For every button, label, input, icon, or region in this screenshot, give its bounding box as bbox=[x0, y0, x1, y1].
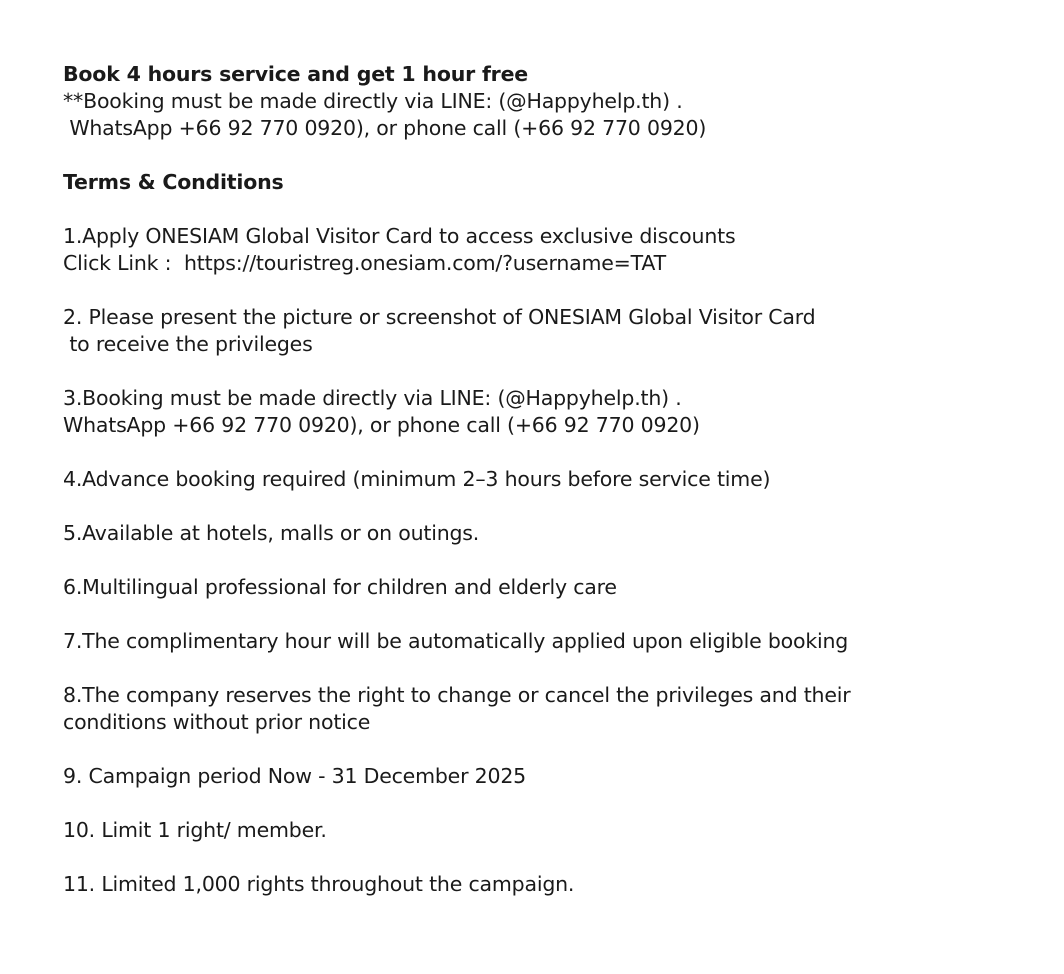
term-item-text: 9. Campaign period Now - 31 December 2025 bbox=[63, 764, 526, 788]
term-item-11 bbox=[63, 871, 1053, 898]
link-prefix: Click Link : bbox=[63, 251, 185, 275]
term-item-2 bbox=[63, 304, 1053, 358]
term-item-4 bbox=[63, 466, 1053, 493]
term-item-text: 1.Apply ONESIAM Global Visitor Card to access exclusive discounts bbox=[63, 224, 736, 248]
term-item-6 bbox=[63, 574, 1053, 601]
term-item-9 bbox=[63, 763, 1053, 790]
terms-heading-block bbox=[63, 169, 1053, 196]
term-item-text: 11. Limited 1,000 rights throughout the campaign. bbox=[63, 872, 575, 896]
term-item-text: 8.The company reserves the right to change or cancel the privileges and their bbox=[63, 683, 851, 707]
term-item-text: 6.Multilingual professional for children and elderly care bbox=[63, 575, 617, 599]
term-item-text: 3.Booking must be made directly via LINE: (@Happyhelp.th) . bbox=[63, 386, 682, 410]
term-item-10 bbox=[63, 817, 1053, 844]
term-item-7 bbox=[63, 628, 1053, 655]
term-item-text: conditions without prior notice bbox=[63, 710, 371, 734]
registration-link[interactable]: https://touristreg.onesiam.com/?username=TAT bbox=[184, 251, 666, 275]
offer-booking-note-contacts: WhatsApp +66 92 770 0920), or phone call (+66 92 770 0920) bbox=[63, 116, 707, 140]
term-item-text: 2. Please present the picture or screenshot of ONESIAM Global Visitor Card bbox=[63, 305, 816, 329]
offer-section bbox=[63, 61, 1053, 142]
offer-booking-note: **Booking must be made directly via LINE: (@Happyhelp.th) . bbox=[63, 89, 683, 113]
term-item-text: 7.The complimentary hour will be automatically applied upon eligible booking bbox=[63, 629, 849, 653]
terms-heading: Terms & Conditions bbox=[63, 170, 284, 194]
term-item-text: WhatsApp +66 92 770 0920), or phone call (+66 92 770 0920) bbox=[63, 413, 700, 437]
terms-document bbox=[63, 61, 1053, 898]
term-item-5 bbox=[63, 520, 1053, 547]
term-item-text: 10. Limit 1 right/ member. bbox=[63, 818, 327, 842]
term-item-8 bbox=[63, 682, 1053, 736]
term-item-text: 4.Advance booking required (minimum 2–3 hours before service time) bbox=[63, 467, 771, 491]
term-item-1 bbox=[63, 223, 1053, 277]
term-item-link-line bbox=[63, 250, 1053, 277]
term-item-text: 5.Available at hotels, malls or on outings. bbox=[63, 521, 480, 545]
term-item-3 bbox=[63, 385, 1053, 439]
term-item-text: to receive the privileges bbox=[63, 332, 313, 356]
offer-title: Book 4 hours service and get 1 hour free bbox=[63, 62, 528, 86]
